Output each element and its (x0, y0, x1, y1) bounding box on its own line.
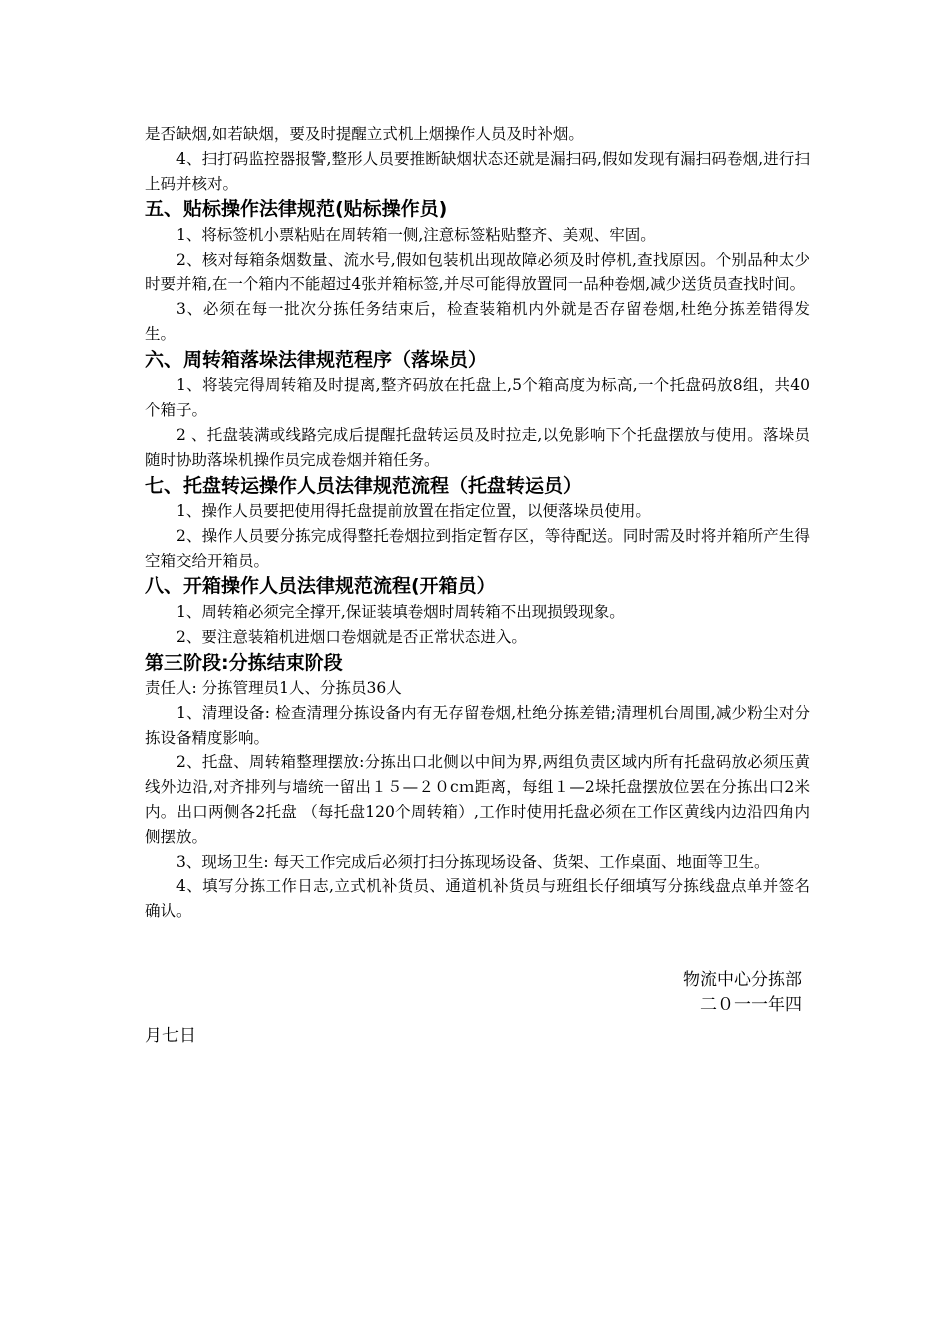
section-heading: 七、托盘转运操作人员法律规范流程（托盘转运员） (145, 474, 583, 497)
body-paragraph: 2、要注意装箱机进烟口卷烟就是否正常状态进入。 (176, 627, 527, 646)
body-paragraph: 2、托盘、周转箱整理摆放:分拣出口北侧以中间为界,两组负责区域内所有托盘码放必须压黄线外边沿,对齐排列与墙统一留出１５—２０cｍ距离，每组１—2垛托盘摆放位罢在分拣出口2米内。出口两侧各2托盘 （每托盘120个周转箱）,工作时使用托盘必须在工作区黄线内边沿四角内侧摆放。 (145, 753, 810, 846)
body-paragraph: 1、清理设备: 检查清理分拣设备内有无存留卷烟,杜绝分拣差错;清理机台周围,减少粉尘对分拣设备精度影响。 (145, 703, 810, 747)
section-heading: 八、开箱操作人员法律规范流程(开箱员） (145, 575, 496, 598)
body-paragraph: 4、填写分拣工作日志,立式机补货员、通道机补货员与班组长仔细填写分拣线盘点单并签名确认。 (145, 877, 810, 921)
body-paragraph: 1、周转箱必须完全撑开,保证装填卷烟时周转箱不出现损毁现象。 (176, 602, 625, 621)
body-paragraph: 2、操作人员要分拣完成得整托卷烟拉到指定暂存区，等待配送。同时需及时将并箱所产生得空箱交给开箱员。 (145, 526, 810, 570)
body-paragraph: 1、将装完得周转箱及时提离,整齐码放在托盘上,5个箱高度为标高,一个托盘码放8组，共40个箱子。 (145, 376, 810, 420)
body-paragraph: 是否缺烟,如若缺烟，要及时提醒立式机上烟操作人员及时补烟。 (145, 125, 584, 143)
body-paragraph: 2、核对每箱条烟数量、流水号,假如包装机出现故障必须及时停机,查找原因。个别品种太少时要并箱,在一个箱内不能超过4张并箱标签,并尽可能得放置同一品种卷烟,减少送货员查找时间。 (145, 250, 810, 294)
section-heading: 六、周转箱落垛法律规范程序（落垛员） (145, 348, 488, 371)
signature-date-tail: 月七日 (145, 1026, 196, 1046)
signature-date-line: 二０一一年四 (700, 995, 802, 1015)
body-paragraph: 1、将标签机小票粘贴在周转箱一侧,注意标签粘贴整齐、美观、牢固。 (176, 225, 656, 244)
body-paragraph: 责任人: 分拣管理员1人、分拣员36人 (145, 679, 402, 698)
signature-block (145, 968, 810, 1049)
body-paragraph: 1、操作人员要把使用得托盘提前放置在指定位置，以便落垛员使用。 (176, 502, 651, 521)
body-paragraph: 2 、托盘装满或线路完成后提醒托盘转运员及时拉走,以免影响下个托盘摆放与使用。落垛员随时协助落垛机操作员完成卷烟并箱任务。 (145, 425, 810, 469)
body-paragraph: 3、必须在每一批次分拣任务结束后，检查装箱机内外就是否存留卷烟,杜绝分拣差错得发生。 (145, 300, 810, 344)
section-heading: 五、贴标操作法律规范(贴标操作员) (145, 198, 448, 221)
section-heading: 第三阶段:分拣结束阶段 (145, 651, 343, 674)
body-paragraph: 3、现场卫生: 每天工作完成后必须打扫分拣现场设备、货架、工作桌面、地面等卫生。 (176, 852, 770, 871)
body-paragraph: 4、扫打码监控器报警,整形人员要推断缺烟状态还就是漏扫码,假如发现有漏扫码卷烟,进行扫上码并核对。 (145, 149, 810, 193)
document-body (145, 122, 810, 924)
signature-department: 物流中心分拣部 (683, 970, 802, 990)
